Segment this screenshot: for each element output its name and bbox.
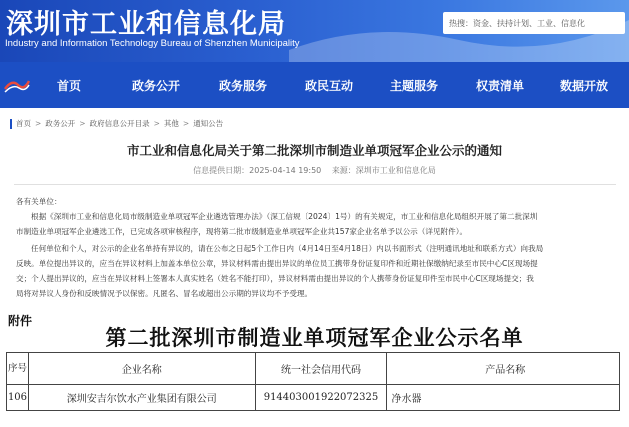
divider	[14, 184, 616, 185]
search-input[interactable]	[443, 12, 625, 34]
article-meta	[0, 165, 629, 176]
city-logo-icon	[0, 62, 34, 108]
attachment-label: 附件	[8, 314, 33, 328]
article-title: 市工业和信息化局关于第二批深圳市制造业单项冠军企业公示的通知	[126, 143, 502, 158]
cell-product: 净水器	[387, 385, 620, 411]
main-nav	[0, 62, 629, 108]
article-paragraph-1	[16, 209, 616, 239]
site-header	[0, 0, 629, 62]
article-date: 信息提供日期：2025-04-14 19:50	[193, 166, 322, 175]
article-source: 来源：深圳市工业和信息化局	[331, 166, 436, 175]
column-header-credit-code: 统一社会信用代码	[255, 353, 387, 385]
breadcrumb-separator: >	[35, 119, 42, 128]
nav-item-interaction[interactable]: 政民互动	[305, 79, 354, 93]
paragraph-line: 市制造业单项冠军企业遴选工作，已完成各项审核程序，现将第二批市级制造业单项冠军企业共157家企业名单予以公示（详见附件）。	[16, 227, 468, 236]
search-hint: 热搜：资金、扶持计划、工业、信息化	[449, 18, 585, 28]
breadcrumb	[10, 118, 223, 129]
table-header-row	[7, 353, 620, 385]
cell-no: 106	[7, 385, 29, 411]
breadcrumb-marker	[10, 119, 12, 129]
attachment-list-title: 第二批深圳市制造业单项冠军企业公示名单	[105, 325, 524, 350]
breadcrumb-separator: >	[79, 119, 86, 128]
column-header-no: 序号	[7, 353, 29, 385]
column-header-product: 产品名称	[387, 353, 620, 385]
breadcrumb-catalog[interactable]: 政府信息公开目录	[89, 119, 150, 128]
nav-item-home[interactable]: 首页	[57, 79, 82, 93]
cell-company: 深圳安吉尔饮水产业集团有限公司	[28, 385, 255, 411]
article-greeting: 各有关单位：	[16, 197, 62, 206]
site-subtitle: Industry and Information Technology Bureau of Shenzhen Municipality	[5, 38, 300, 49]
company-list-table	[6, 352, 620, 411]
breadcrumb-separator: >	[182, 119, 190, 128]
nav-item-gov-affairs[interactable]: 政务公开	[132, 79, 181, 93]
paragraph-line: 局将对异议人身份和反映情况予以保密。凡匿名、冒名或超出公示期的异议均不予受理。	[16, 289, 313, 298]
breadcrumb-home[interactable]: 首页	[16, 119, 31, 128]
table-row	[7, 385, 620, 411]
nav-item-responsibilities[interactable]: 权责清单	[476, 79, 525, 93]
article-paragraph-2	[16, 241, 616, 301]
column-header-company: 企业名称	[28, 353, 255, 385]
breadcrumb-notices[interactable]: 通知公告	[193, 119, 224, 128]
breadcrumb-gov-affairs[interactable]: 政务公开	[45, 119, 76, 128]
breadcrumb-other[interactable]: 其他	[163, 119, 179, 128]
site-title: 深圳市工业和信息化局	[6, 9, 286, 40]
nav-item-topics[interactable]: 主题服务	[390, 79, 439, 93]
breadcrumb-separator: >	[153, 119, 160, 128]
paragraph-line: 反映。单位提出异议的，应当在异议材料上加盖本单位公章，异议材料需由提出异议的单位员工携带身份证复印件和近期社保缴纳纪录至市民中心C区现场提	[16, 259, 538, 268]
nav-item-gov-services[interactable]: 政务服务	[219, 79, 268, 93]
cell-credit-code: 914403001922072325	[255, 385, 387, 411]
paragraph-line: 根据《深圳市工业和信息化局市级制造业单项冠军企业遴选管理办法》（深工信规〔2024〕1号）的有关规定，市工业和信息化局组织开展了第二批深圳	[31, 212, 538, 221]
paragraph-line: 交；个人提出异议的，应当在异议材料上签署本人真实姓名（姓名不能打印），异议材料需由提出异议的个人携带身份证复印件至市民中心C区现场提交；我	[16, 274, 534, 283]
paragraph-line: 任何单位和个人，对公示的企业名单持有异议的，请在公布之日起5个工作日内（4月14日至4月18日）内以书面形式（注明通讯地址和联系方式）向我局	[31, 244, 544, 253]
nav-item-open-data[interactable]: 数据开放	[560, 79, 609, 93]
